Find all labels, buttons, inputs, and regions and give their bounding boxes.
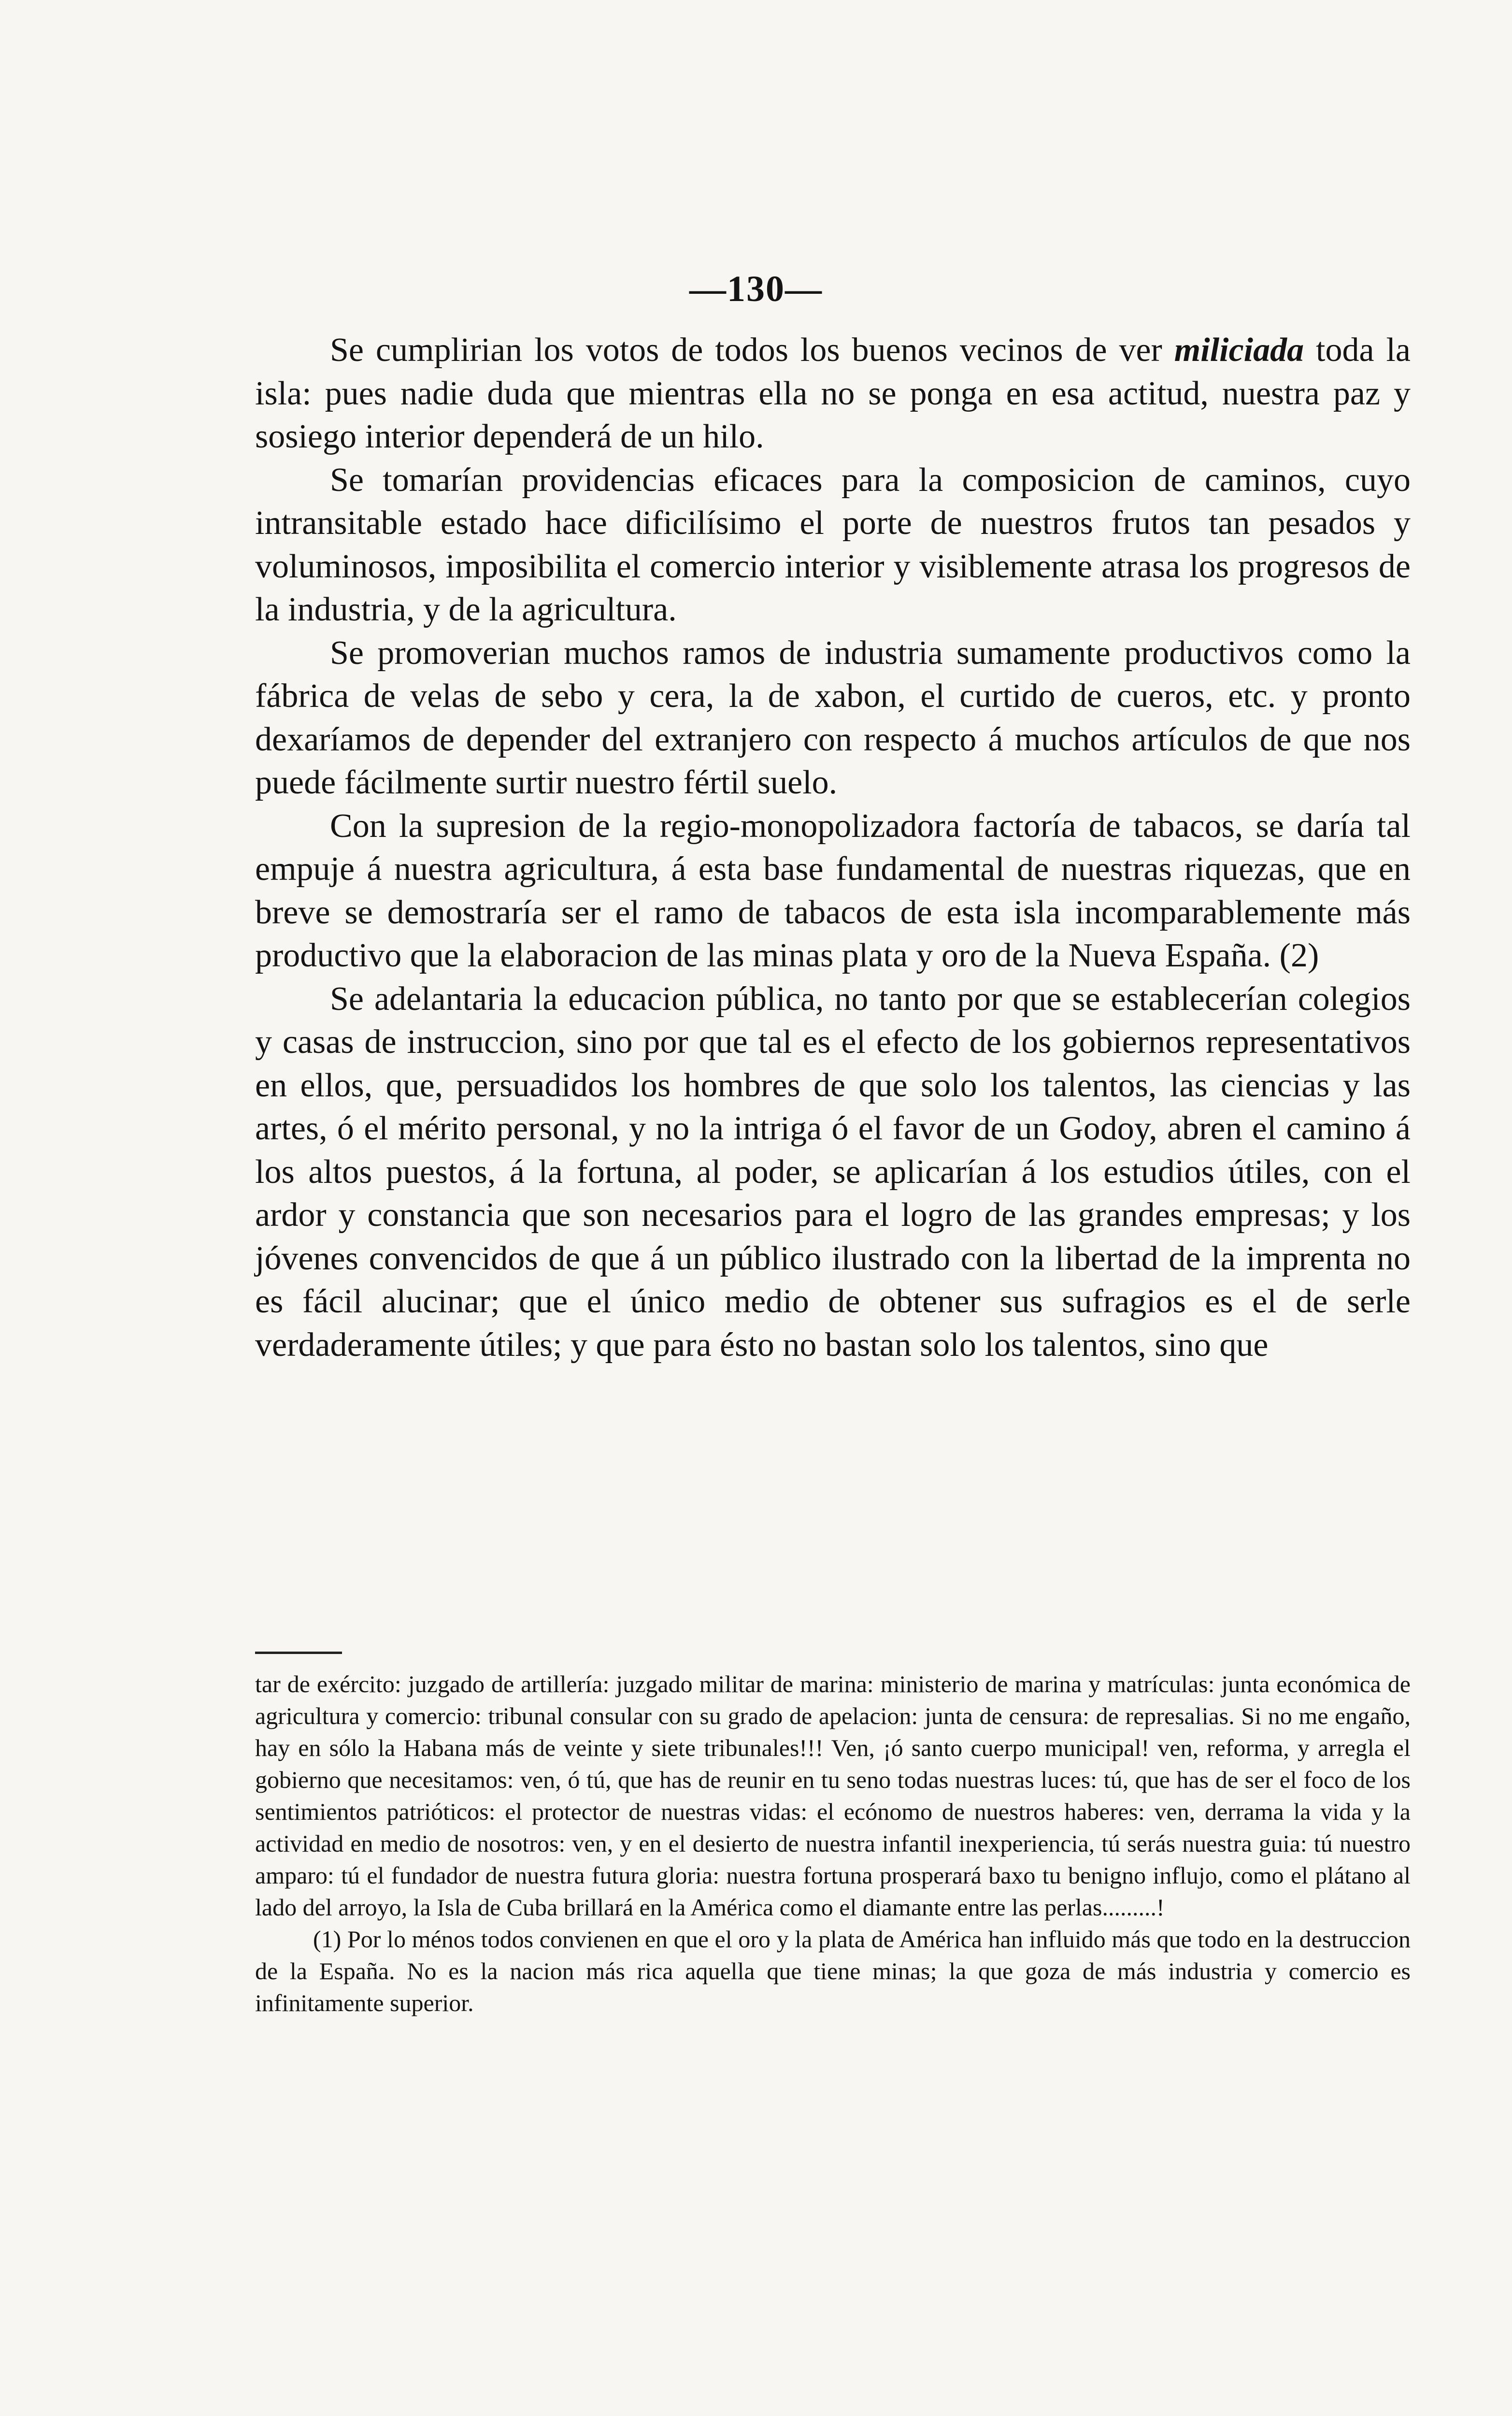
paragraph-militia-rest: toda la isla: pues nadie duda que mientras ella no se ponga en esa actitud, nuestra paz y sosiego interior dependerá de un hilo. [255,331,1411,455]
footnote-divider [255,1652,342,1654]
paragraph-industry: Se promoverian muchos ramos de industria sumamente productivos como la fábrica de velas de sebo y cera, la de xabon, el curtido de cueros, etc. y pronto dexaríamos de depender del extranjero con respecto á muchos artículos de que nos puede fácilmente surtir nuestro fértil suelo. [255,634,1411,801]
paragraph-roads: Se tomarían providencias eficaces para la composicion de caminos, cuyo intransitable estado hace dificilísimo el porte de nuestros frutos tan pesados y voluminosos, imposibilita el comercio interior y visiblemente atrasa los progresos de la industria, y de la agricultura. [255,461,1411,628]
footnote-1: (1) Por lo ménos todos convienen en que el oro y la plata de América han influido más que todo en la destruccion de la España. No es la nacion más rica aquella que tiene minas; la que goza de más industria y comercio es infinitamente superior. [255,1926,1411,2016]
paragraph-tobacco: Con la supresion de la regio-monopolizadora factoría de tabacos, se daría tal empuje á nuestra agricultura, á esta base fundamental de nuestras riquezas, que en breve se demostraría ser el ramo de tabacos de esta isla incomparablemente más productivo que la elaboracion de las minas plata y oro de la Nueva España. (2) [255,807,1411,974]
paragraph-militia-lead: Se cumplirian los votos de todos los buenos vecinos de ver [330,331,1174,369]
footnote-continuation: tar de exército: juzgado de artillería: juzgado militar de marina: ministerio de marina y matrículas: junta económica de agricultura y comercio: tribunal consular con su grado de apelacion: junta de censura: de represalias. Si no me engaño, hay en sólo la Habana más de veinte y siete tribunales!!! Ven, ¡ó santo cuerpo municipal! ven, reforma, y arregla el gobierno que necesitamos: ven, ó tú, que has de reunir en tu seno todas nuestras luces: tú, que has de ser el foco de los sentimientos patrióticos: el protector de nuestras vidas: el ecónomo de nuestros haberes: ven, derrama la vida y la actividad en medio de nosotros: ven, y en el desierto de nuestra infantil inexperiencia, tú serás nuestra guia: tú nuestro amparo: tú el fundador de nuestra futura gloria: nuestra fortuna prosperará baxo tu benigno influjo, como el plátano al lado del arroyo, la Isla de Cuba brillará en la América como el diamante entre las perlas.........! [255,1670,1411,1921]
emphasized-word: miliciada [1174,331,1304,369]
page-number: —130— [689,269,823,309]
main-text [255,329,1411,1366]
paragraph-militia [255,329,1411,459]
paragraph-education: Se adelantaria la educacion pública, no tanto por que se establecerían colegios y casas de instruccion, sino por que tal es el efecto de los gobiernos representativos en ellos, que, persuadidos los hombres de que solo los talentos, las ciencias y las artes, ó el mérito personal, y no la intriga ó el favor de un Godoy, abren el camino á los altos puestos, á la fortuna, al poder, se aplicarían á los estudios útiles, con el ardor y constancia que son necesarios para el logro de las grandes empresas; y los jóvenes convencidos de que á un público ilustrado con la libertad de la imprenta no es fácil alucinar; que el único medio de obtener sus sufragios es el de serle verdaderamente útiles; y que para ésto no bastan solo los talentos, sino que [255,980,1411,1364]
footnotes [255,1668,1411,2019]
